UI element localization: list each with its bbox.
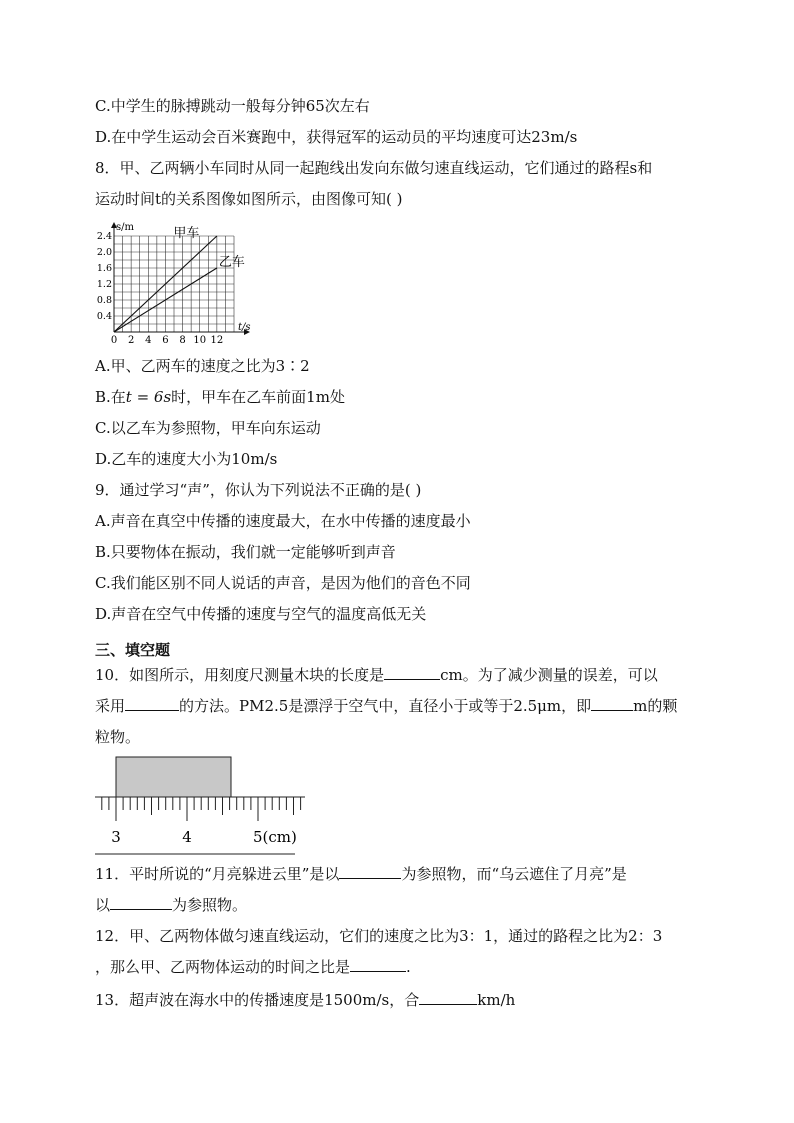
ruler-diagram (95, 756, 305, 856)
q10-blank-method[interactable] (125, 696, 179, 711)
q9-option-d: D.声音在空气中传播的速度与空气的温度高低无关 (95, 605, 427, 623)
q8-option-a: A.甲、乙两车的速度之比为3∶2 (95, 357, 310, 375)
x-tick-label: 0 (110, 335, 118, 346)
y-tick-label: 2.0 (96, 247, 112, 258)
q10-line1 (95, 665, 658, 685)
q11-text-1: 11．平时所说的“月亮躲进云里”是以 (95, 865, 340, 883)
q12-text-1: ，那么甲、乙两物体运动的时间之比是 (95, 958, 351, 976)
section-heading: 三、填空题 (95, 641, 171, 659)
q12-line1: 12．甲、乙两物体做匀速直线运动，它们的速度之比为3：1，通过的路程之比为2：3 (95, 927, 663, 945)
q10-text-3: 采用 (95, 697, 126, 715)
ruler-label-5cm: 5(cm) (253, 828, 297, 846)
wood-block (116, 757, 231, 797)
x-tick-label: 4 (145, 335, 152, 346)
x-tick-label: 6 (162, 335, 169, 346)
q9-option-c: C.我们能区别不同人说话的声音，是因为他们的音色不同 (95, 574, 471, 592)
x-tick-label: 2 (127, 335, 135, 346)
x-axis-label: t/s (238, 322, 251, 333)
s-t-chart (95, 222, 265, 350)
series-label-jia: 甲车 (173, 226, 200, 241)
q10-text-1: 10．如图所示，用刻度尺测量木块的长度是 (95, 666, 385, 684)
q8-option-d: D.乙车的速度大小为10m/s (95, 450, 278, 468)
y-tick-label: 1.2 (96, 279, 112, 290)
q8-stem-line1: 8．甲、乙两辆小车同时从同一起跑线出发向东做匀速直线运动，它们通过的路程s和 (95, 159, 653, 177)
y-tick-label: 2.4 (96, 231, 112, 242)
q9-option-a: A.声音在真空中传播的速度最大，在水中传播的速度最小 (95, 512, 471, 530)
q13-line1 (95, 990, 515, 1010)
q10-blank-meters[interactable] (591, 696, 633, 711)
q8-option-b-math: t = 6s (125, 388, 172, 406)
series-label-yi: 乙车 (218, 255, 245, 270)
q12-text-2: . (406, 958, 411, 976)
q9-option-b: B.只要物体在振动，我们就一定能够听到声音 (95, 543, 396, 561)
q10-line3: 粒物。 (95, 728, 141, 746)
q7-option-d: D.在中学生运动会百米赛跑中，获得冠军的运动员的平均速度可达23m/s (95, 128, 578, 146)
x-tick-label: 8 (179, 335, 186, 346)
q9-stem: 9．通过学习“声”，你认为下列说法不正确的是( ) (95, 481, 422, 499)
q8-option-b-post: 时，甲车在乙车前面1m处 (171, 388, 345, 406)
y-axis-label: s/m (116, 222, 134, 233)
ruler-label-4: 4 (182, 828, 192, 846)
q10-text-5: m的颗 (633, 697, 678, 715)
q11-blank-2[interactable] (110, 895, 172, 910)
y-tick-label: 0.4 (96, 311, 112, 322)
ruler-label-3: 3 (111, 828, 121, 846)
q10-blank-length[interactable] (384, 665, 440, 680)
q8-option-b (95, 387, 345, 407)
q11-text-3: 以 (95, 896, 111, 914)
x-tick-label: 12 (210, 335, 224, 346)
q12-blank[interactable] (350, 957, 406, 972)
q7-option-c: C.中学生的脉搏跳动一般每分钟65次左右 (95, 97, 370, 115)
q8-stem-line2: 运动时间t的关系图像如图所示，由图像可知( ) (95, 190, 403, 208)
q13-text-1: 13．超声波在海水中的传播速度是1500m/s，合 (95, 991, 420, 1009)
q8-option-c: C.以乙车为参照物，甲车向东运动 (95, 419, 321, 437)
x-tick-label: 10 (193, 335, 207, 346)
q11-blank-1[interactable] (339, 864, 401, 879)
q13-blank[interactable] (419, 990, 477, 1005)
q10-text-4: 的方法。PM2.5是漂浮于空气中，直径小于或等于2.5μm，即 (179, 697, 592, 715)
q13-text-2: km/h (477, 991, 516, 1009)
q12-line2 (95, 957, 411, 977)
y-tick-label: 1.6 (96, 263, 112, 274)
q11-line2 (95, 895, 247, 915)
q10-text-2: cm。为了减少测量的误差，可以 (440, 666, 658, 684)
q11-text-4: 为参照物。 (172, 896, 248, 914)
q11-line1 (95, 864, 627, 884)
y-tick-label: 0.8 (96, 295, 112, 306)
q10-line2 (95, 696, 677, 716)
q11-text-2: 为参照物，而“乌云遮住了月亮”是 (401, 865, 627, 883)
q8-option-b-pre: B.在 (95, 388, 126, 406)
